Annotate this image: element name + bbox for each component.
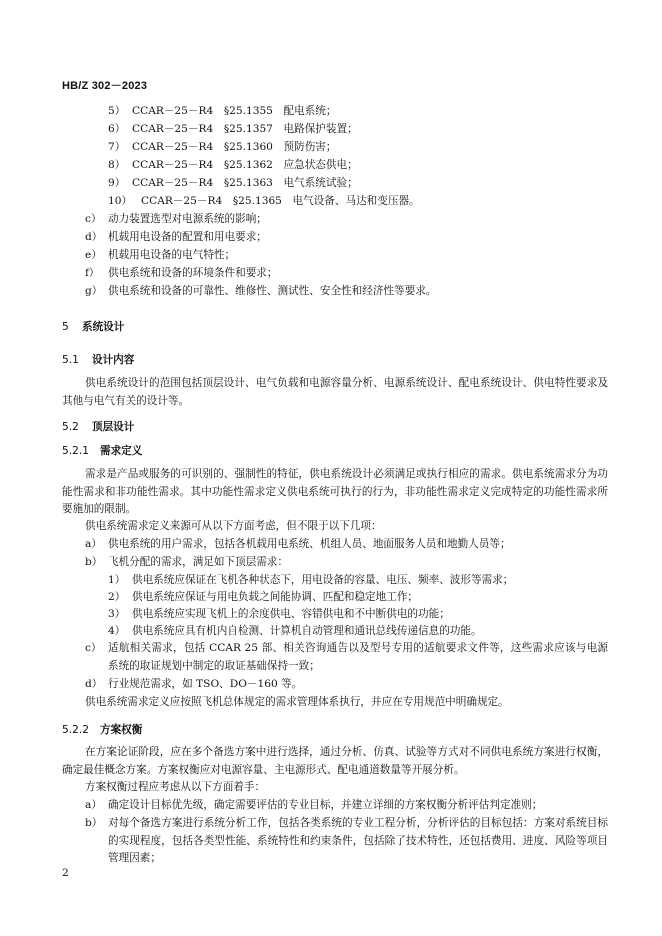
paragraph: 供电系统需求定义应按照飞机总体规定的需求管理体系执行，并应在专用规范中明确规定。	[85, 696, 509, 708]
paragraph: 供电系统需求定义来源可从以下方面考虑，但不限于以下几项：	[85, 520, 382, 532]
list-item	[108, 623, 608, 641]
list-marker: 4）	[108, 625, 126, 637]
section-number: 5.2	[62, 421, 79, 433]
paragraph: 方案权衡过程应考虑从以下方面着手：	[85, 781, 266, 793]
section-title: 设计内容	[92, 354, 135, 366]
list-text: 对每个备选方案进行系统分析工作，包括各类系统的专业工程分析，分析评估的目标包括：方案对系统目标的实现程度，包括各类型性能、系统特性和约束条件，包括除了技术特性，还包括费用、进度、风险等项目管理因素；	[108, 817, 608, 864]
section-number: 5.2.1	[62, 445, 89, 457]
list-item	[108, 158, 654, 172]
list-text: CCAR－25－R4 §25.1363 电气系统试验；	[132, 177, 358, 189]
list-item	[85, 248, 631, 262]
list-marker: d）	[85, 678, 103, 690]
list-marker: 10）	[108, 195, 133, 207]
list-item	[108, 122, 654, 136]
list-text: CCAR－25－R4 §25.1360 预防伤害；	[132, 141, 337, 153]
list-marker: 1）	[108, 574, 126, 586]
document-id: HB/Z 302－2023	[62, 80, 148, 92]
list-marker: 9）	[108, 177, 126, 189]
section-title: 系统设计	[82, 321, 125, 333]
list-item	[85, 797, 608, 815]
list-text: 供电系统应具有机内自检测、计算机自动管理和通讯总线传递信息的功能。	[132, 625, 482, 637]
list-marker: 6）	[108, 123, 126, 135]
list-text: 飞机分配的需求，满足如下顶层需求：	[108, 556, 289, 568]
list-marker: b）	[85, 556, 103, 568]
list-item	[108, 176, 654, 190]
list-item	[108, 194, 654, 208]
list-item	[85, 676, 608, 694]
section-heading	[62, 319, 124, 334]
list-text: 供电系统和设备的可靠性、维修性、测试性、安全性和经济性等要求。	[108, 285, 437, 297]
list-marker: c）	[85, 642, 102, 654]
list-text: 动力装置选型对电源系统的影响；	[108, 213, 267, 225]
paragraph: 供电系统设计的范围包括顶层设计、电气负载和电源容量分析、电源系统设计、配电系统设计、供电特性要求及其他与电气有关的设计等。	[62, 377, 608, 407]
list-item	[85, 284, 631, 298]
list-marker: d）	[85, 231, 103, 243]
list-text: 机载用电设备的配置和用电要求；	[108, 231, 267, 243]
section-title: 方案权衡	[100, 724, 143, 736]
list-item	[85, 536, 608, 554]
list-marker: b）	[85, 817, 103, 829]
list-text: CCAR－25－R4 §25.1357 电路保护装置；	[132, 123, 358, 135]
section-heading	[62, 352, 134, 367]
list-text: CCAR－25－R4 §25.1362 应急状态供电；	[132, 159, 358, 171]
section-number: 5.2.2	[62, 724, 89, 736]
section-number: 5.1	[62, 354, 79, 366]
list-text: 确定设计目标优先级，确定需要评估的专业目标，并建立详细的方案权衡分析评估判定准则；	[108, 799, 543, 811]
list-marker: 3）	[108, 608, 126, 620]
section-number: 5	[62, 321, 69, 333]
section-title: 需求定义	[100, 445, 143, 457]
list-text: 行业规范需求，如 TSO、DO－160 等。	[108, 678, 303, 690]
list-item	[85, 815, 608, 868]
list-item	[85, 554, 608, 572]
list-marker: 2）	[108, 591, 126, 603]
list-text: 供电系统和设备的环境条件和要求；	[108, 267, 278, 279]
list-text: CCAR－25－R4 §25.1365 电气设备、马达和变压器。	[141, 195, 420, 207]
list-text: 供电系统应保证与用电负载之间能协调、匹配和稳定地工作；	[132, 591, 419, 603]
list-text: 机载用电设备的电气特性；	[108, 249, 236, 261]
list-text: 适航相关需求，包括 CCAR 25 部、相关咨询通告以及型号专用的适航要求文件等，这些需求应该与电源系统的取证规划中制定的取证基础保持一致；	[108, 642, 608, 672]
list-text: 供电系统的用户需求，包括各机载用电系统、机组人员、地面服务人员和地勤人员等；	[108, 538, 511, 550]
list-text: 供电系统应保证在飞机各种状态下，用电设备的容量、电压、频率、波形等需求；	[132, 574, 514, 586]
list-item	[85, 212, 631, 226]
paragraph: 需求是产品或服务的可识别的、强制性的特征，供电系统设计必须满足或执行相应的需求。供电系统需求分为功能性需求和非功能性需求。其中功能性需求定义供电系统可执行的行为，非功能性需求定义完成特定的功能性需求所要施加的限制。	[62, 468, 608, 515]
list-marker: c）	[85, 213, 102, 225]
list-item	[85, 266, 631, 280]
list-marker: f）	[85, 267, 100, 279]
list-marker: 5）	[108, 105, 126, 117]
section-heading	[62, 722, 142, 737]
list-marker: a）	[85, 799, 102, 811]
list-marker: a）	[85, 538, 102, 550]
list-item	[85, 230, 631, 244]
list-item	[108, 589, 608, 607]
list-item	[108, 606, 608, 624]
section-heading	[62, 443, 142, 458]
paragraph: 在方案论证阶段，应在多个备选方案中进行选择，通过分析、仿真、试验等方式对不同供电系统方案进行权衡，确定最佳概念方案。方案权衡应对电源容量、主电源形式、配电通道数量等开展分析。	[62, 746, 608, 776]
list-text: CCAR－25－R4 §25.1355 配电系统；	[132, 105, 337, 117]
list-marker: g）	[85, 285, 103, 297]
list-marker: e）	[85, 249, 102, 261]
page-number: 2	[62, 867, 69, 879]
list-item	[108, 140, 654, 154]
list-item	[85, 640, 608, 675]
section-title: 顶层设计	[92, 421, 135, 433]
list-text: 供电系统应实现飞机上的余度供电、容错供电和不中断供电的功能；	[132, 608, 450, 620]
list-item	[108, 104, 654, 118]
list-item	[108, 572, 608, 590]
section-heading	[62, 419, 134, 434]
list-marker: 7）	[108, 141, 126, 153]
list-marker: 8）	[108, 159, 126, 171]
